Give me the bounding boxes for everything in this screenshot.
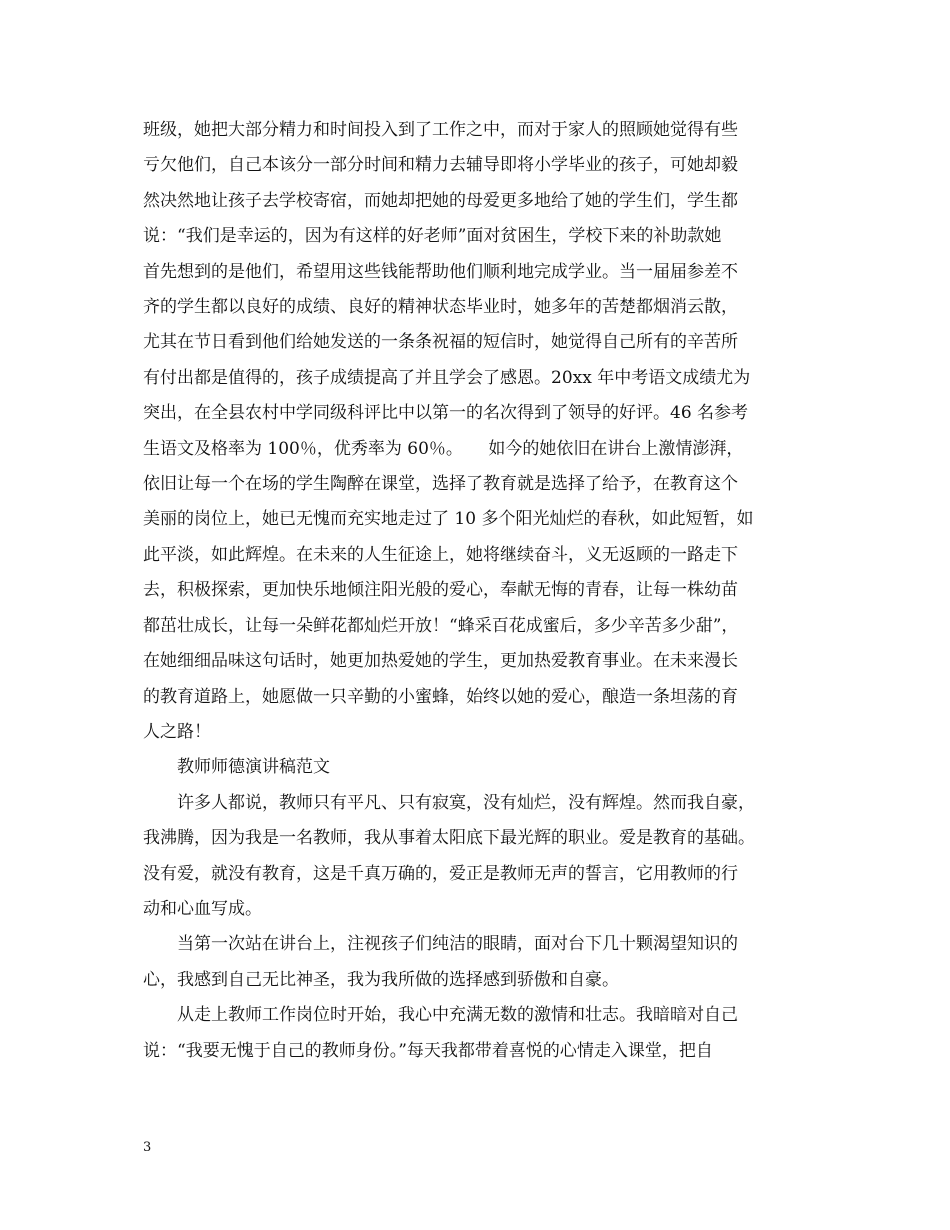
text-line: 说：“我要无愧于自己的教师身份。”每天我都带着喜悦的心情走入课堂，把自 bbox=[143, 1040, 713, 1061]
text-line: 依旧让每一个在场的学生陶醉在课堂，选择了教育就是选择了给予，在教育这个 bbox=[143, 474, 738, 495]
text-line: 生语文及格率为 100％，优秀率为 60％。 如今的她依旧在讲台上激情澎湃， bbox=[143, 438, 744, 459]
text-line: 的教育道路上，她愿做一只辛勤的小蜜蜂，始终以她的爱心，酿造一条坦荡的育 bbox=[143, 686, 738, 707]
text-line: 都茁壮成长，让每一朵鲜花都灿烂开放！“蜂采百花成蜜后，多少辛苦多少甜”， bbox=[143, 615, 739, 636]
text-line: 当第一次站在讲台上，注视孩子们纯洁的眼睛，面对台下几十颗渴望知识的 bbox=[177, 934, 738, 955]
text-line: 此平淡，如此辉煌。在未来的人生征途上，她将继续奋斗，义无返顾的一路走下 bbox=[143, 544, 738, 565]
text-line: 首先想到的是他们，希望用这些钱能帮助他们顺利地完成学业。当一届届参差不 bbox=[143, 261, 738, 282]
text-line: 去，积极探索，更加快乐地倾注阳光般的爱心，奉献无悔的青春，让每一株幼苗 bbox=[143, 580, 738, 601]
text-line: 亏欠他们，自己本该分一部分时间和精力去辅导即将小学毕业的孩子，可她却毅 bbox=[143, 155, 738, 176]
text-line: 从走上教师工作岗位时开始，我心中充满无数的激情和壮志。我暗暗对自己 bbox=[177, 1005, 738, 1026]
text-line: 动和心血写成。 bbox=[143, 898, 262, 919]
text-line: 齐的学生都以良好的成绩、良好的精神状态毕业时，她多年的苦楚都烟消云散， bbox=[143, 297, 738, 318]
text-line: 人之路！ bbox=[143, 721, 211, 742]
text-line: 有付出都是值得的，孩子成绩提高了并且学会了感恩。20xx 年中考语文成绩尤为 bbox=[143, 367, 751, 388]
text-line: 然决然地让孩子去学校寄宿，而她却把她的母爱更多地给了她的学生们，学生都 bbox=[143, 190, 738, 211]
body-text bbox=[143, 113, 813, 1069]
text-line: 许多人都说，教师只有平凡、只有寂寞，没有灿烂，没有辉煌。然而我自豪， bbox=[177, 792, 755, 813]
text-line: 突出，在全县农村中学同级科评比中以第一的名次得到了领导的好评。46 名参考 bbox=[143, 403, 749, 424]
text-line: 说：“我们是幸运的，因为有这样的好老师”面对贫困生，学校下来的补助款她 bbox=[143, 226, 722, 247]
text-line: 美丽的岗位上，她已无愧而充实地走过了 10 多个阳光灿烂的春秋，如此短暂，如 bbox=[143, 509, 754, 530]
text-line: 尤其在节日看到他们给她发送的一条条祝福的短信时，她觉得自己所有的辛苦所 bbox=[143, 332, 738, 353]
page-number: 3 bbox=[143, 1140, 152, 1155]
text-line: 班级，她把大部分精力和时间投入到了工作之中，而对于家人的照顾她觉得有些 bbox=[143, 120, 738, 140]
text-line: 心，我感到自己无比神圣，我为我所做的选择感到骄傲和自豪。 bbox=[143, 969, 619, 990]
text-line: 没有爱，就没有教育，这是千真万确的，爱正是教师无声的誓言，它用教师的行 bbox=[143, 863, 738, 884]
text-line: 我沸腾，因为我是一名教师，我从事着太阳底下最光辉的职业。爱是教育的基础。 bbox=[143, 828, 755, 849]
text-line: 在她细细品味这句话时，她更加热爱她的学生，更加热爱教育事业。在未来漫长 bbox=[143, 651, 738, 672]
section-heading: 教师师德演讲稿范文 bbox=[177, 757, 330, 778]
